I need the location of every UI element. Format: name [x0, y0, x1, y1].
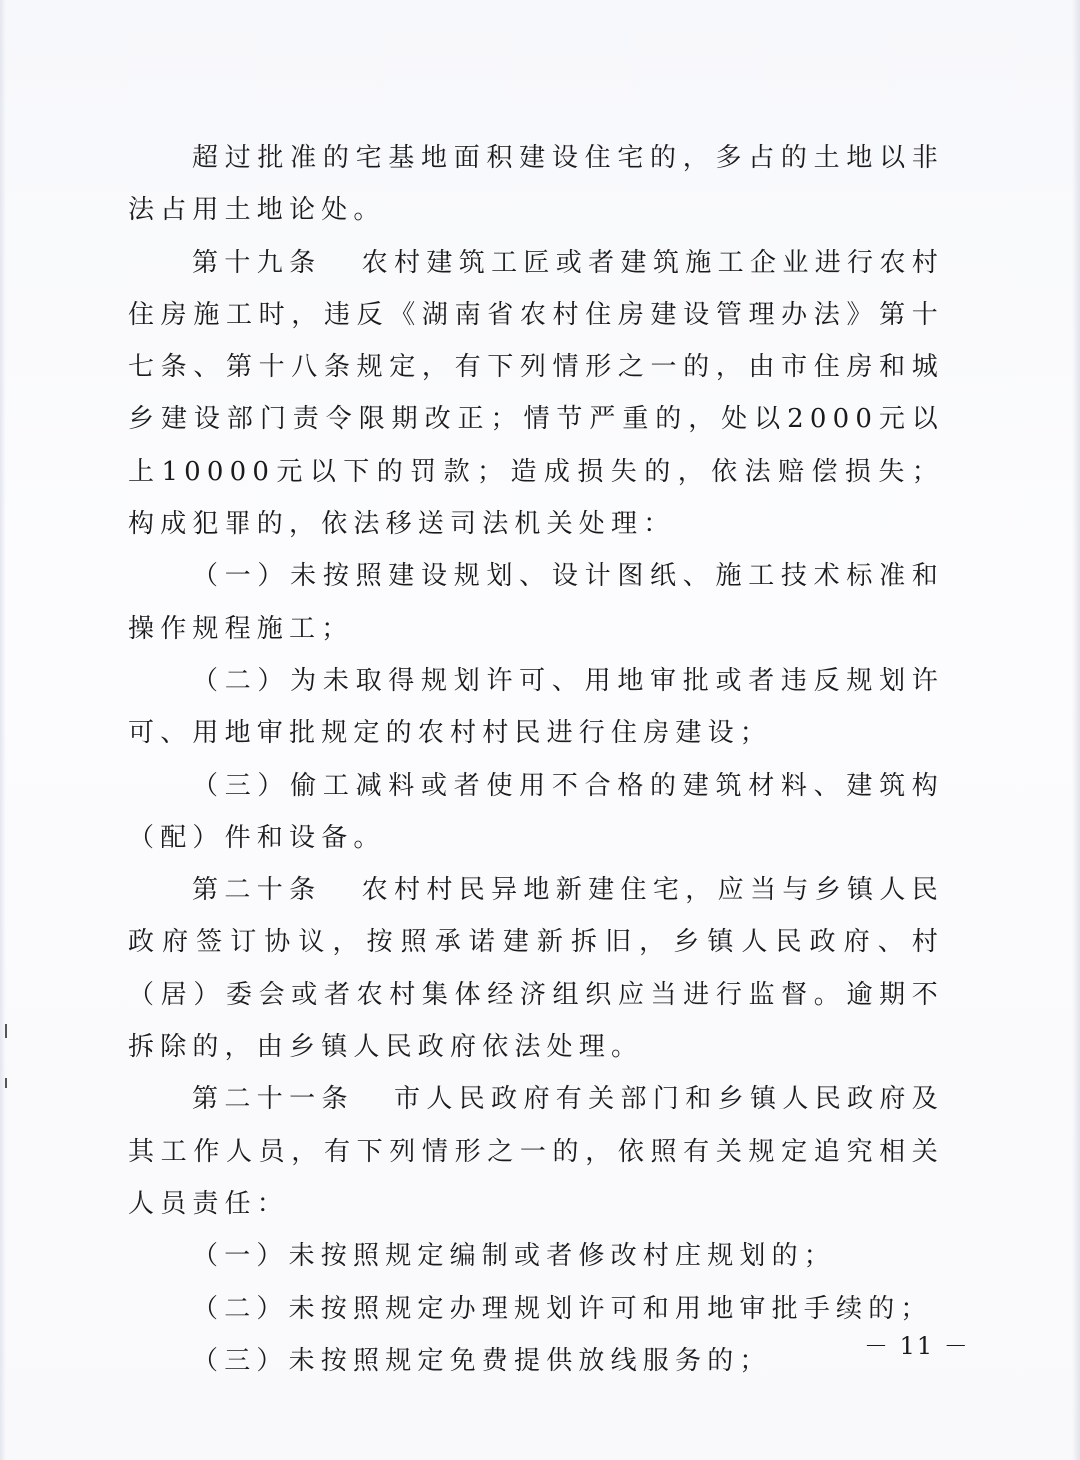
paragraph-text: 农村村民异地新建住宅，应当与乡镇人民政府签订协议，按照承诺建新拆旧，乡镇人民政府、村（居）委会或者农村集体经济组织应当进行监督。逾期不拆除的，由乡镇人民政府依法处理。: [128, 875, 944, 1063]
paragraph-item: [128, 1283, 944, 1335]
paragraph-item: [128, 550, 944, 655]
paragraph-item: [128, 1230, 944, 1282]
paragraph-text: （一）未按照规定编制或者修改村庄规划的；: [192, 1241, 837, 1272]
scan-mark: [5, 1078, 7, 1088]
paragraph-article-21: [128, 1073, 944, 1230]
paragraph-item: [128, 760, 944, 865]
page-number: － 11 －: [864, 1332, 970, 1360]
paragraph-article-19: [128, 237, 944, 551]
paragraph-text: 超过批准的宅基地面积建设住宅的，多占的土地以非法占用土地论处。: [128, 143, 944, 226]
article-heading: 第十九条: [192, 247, 322, 278]
paragraph-text: （一）未按照建设规划、设计图纸、施工技术标准和操作规程施工；: [128, 561, 944, 644]
paragraph-text: 农村建筑工匠或者建筑施工企业进行农村住房施工时，违反《湖南省农村住房建设管理办法》第十七条、第十八条规定，有下列情形之一的，由市住房和城乡建设部门责令限期改正；情节严重的，处以2000元以上10000元以下的罚款；造成损失的，依法赔偿损失；构成犯罪的，依法移送司法机关处理：: [128, 247, 944, 540]
paragraph-text: （二）为未取得规划许可、用地审批或者违反规划许可、用地审批规定的农村村民进行住房建设；: [128, 665, 944, 749]
scan-mark: [5, 1024, 7, 1038]
paragraph-text: （三）偷工减料或者使用不合格的建筑材料、建筑构（配）件和设备。: [128, 770, 944, 853]
paragraph-text: 市人民政府有关部门和乡镇人民政府及其工作人员，有下列情形之一的，依照有关规定追究相关人员责任：: [128, 1084, 944, 1219]
article-heading: 第二十条: [192, 875, 322, 906]
article-heading: 第二十一条: [192, 1084, 354, 1115]
paragraph-item: [128, 1335, 944, 1387]
document-body: [128, 132, 944, 1387]
paragraph-text: （二）未按照规定办理规划许可和用地审批手续的；: [192, 1293, 933, 1324]
paragraph-article-20: [128, 864, 944, 1073]
paragraph-continuation: [128, 132, 944, 237]
scan-edge-left: [0, 0, 6, 1460]
paragraph-item: [128, 655, 944, 760]
paragraph-text: （三）未按照规定免费提供放线服务的；: [192, 1345, 772, 1376]
scan-edge-right: [1072, 0, 1080, 1460]
